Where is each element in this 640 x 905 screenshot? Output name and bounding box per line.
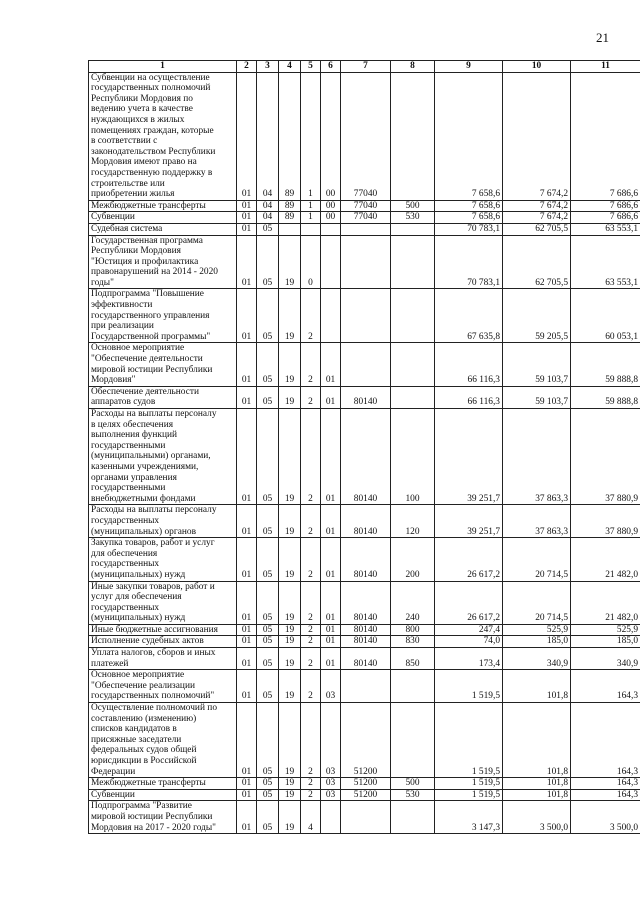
- cell-col-9: 7 658,6: [435, 72, 503, 200]
- cell-col-7: 80140: [341, 538, 391, 581]
- cell-col-7: 77040: [341, 72, 391, 200]
- cell-col-11: 21 482,0: [571, 538, 640, 581]
- cell-col-8: 830: [391, 636, 435, 648]
- row-name-cell: Иные бюджетные ассигнования: [89, 624, 237, 636]
- cell-col-8: [391, 801, 435, 834]
- cell-col-3: 05: [257, 538, 279, 581]
- cell-col-4: [279, 223, 301, 235]
- column-header-2: 2: [237, 61, 257, 73]
- table-row: [89, 289, 640, 343]
- cell-col-6: [321, 289, 341, 343]
- cell-col-9: 67 635,8: [435, 289, 503, 343]
- cell-col-4: 19: [279, 343, 301, 386]
- cell-col-2: 01: [237, 703, 257, 778]
- cell-col-2: 01: [237, 235, 257, 289]
- cell-col-7: 80140: [341, 648, 391, 670]
- cell-col-5: [301, 223, 321, 235]
- cell-col-7: 77040: [341, 212, 391, 224]
- cell-col-5: 2: [301, 624, 321, 636]
- cell-col-8: [391, 235, 435, 289]
- cell-col-3: 05: [257, 778, 279, 790]
- table-row: [89, 670, 640, 703]
- table-row: [89, 703, 640, 778]
- cell-col-2: 01: [237, 581, 257, 624]
- cell-col-10: 20 714,5: [503, 538, 571, 581]
- cell-col-2: 01: [237, 72, 257, 200]
- cell-col-10: 101,8: [503, 789, 571, 801]
- cell-col-7: 80140: [341, 636, 391, 648]
- cell-col-5: 4: [301, 801, 321, 834]
- cell-col-4: 89: [279, 72, 301, 200]
- cell-col-10: 7 674,2: [503, 212, 571, 224]
- cell-col-10: 37 863,3: [503, 409, 571, 505]
- cell-col-2: 01: [237, 648, 257, 670]
- cell-col-4: 19: [279, 505, 301, 538]
- cell-col-11: 340,9: [571, 648, 640, 670]
- cell-col-7: 80140: [341, 409, 391, 505]
- column-header-8: 8: [391, 61, 435, 73]
- row-name-cell: Межбюджетные трансферты: [89, 200, 237, 212]
- cell-col-3: 05: [257, 648, 279, 670]
- cell-col-9: 1 519,5: [435, 778, 503, 790]
- cell-col-6: 01: [321, 624, 341, 636]
- cell-col-11: 59 888,8: [571, 343, 640, 386]
- cell-col-2: 01: [237, 624, 257, 636]
- cell-col-9: 70 783,1: [435, 223, 503, 235]
- cell-col-2: 01: [237, 289, 257, 343]
- cell-col-10: 185,0: [503, 636, 571, 648]
- cell-col-7: 51200: [341, 703, 391, 778]
- cell-col-10: 3 500,0: [503, 801, 571, 834]
- cell-col-9: 66 116,3: [435, 386, 503, 408]
- cell-col-2: 01: [237, 409, 257, 505]
- cell-col-2: 01: [237, 801, 257, 834]
- table-row: [89, 212, 640, 224]
- cell-col-3: 04: [257, 212, 279, 224]
- table-row: [89, 801, 640, 834]
- cell-col-10: 37 863,3: [503, 505, 571, 538]
- cell-col-5: 2: [301, 778, 321, 790]
- column-header-6: 6: [321, 61, 341, 73]
- cell-col-3: 04: [257, 200, 279, 212]
- cell-col-2: 01: [237, 386, 257, 408]
- cell-col-3: 05: [257, 505, 279, 538]
- cell-col-3: 05: [257, 624, 279, 636]
- cell-col-4: 19: [279, 789, 301, 801]
- cell-col-7: 51200: [341, 789, 391, 801]
- row-name-cell: Субвенции: [89, 789, 237, 801]
- cell-col-2: 01: [237, 778, 257, 790]
- cell-col-11: 7 686,6: [571, 212, 640, 224]
- table-row: [89, 581, 640, 624]
- cell-col-6: 01: [321, 386, 341, 408]
- row-name-cell: Основное мероприятие "Обеспечение деятельности мировой юстиции Республики Мордовия": [89, 343, 237, 386]
- cell-col-9: 39 251,7: [435, 505, 503, 538]
- cell-col-9: 7 658,6: [435, 212, 503, 224]
- table-row: [89, 789, 640, 801]
- page-number: 21: [596, 30, 609, 45]
- cell-col-7: [341, 670, 391, 703]
- cell-col-5: 2: [301, 538, 321, 581]
- cell-col-3: 05: [257, 235, 279, 289]
- cell-col-6: 00: [321, 200, 341, 212]
- cell-col-5: 0: [301, 235, 321, 289]
- cell-col-9: 1 519,5: [435, 789, 503, 801]
- cell-col-2: 01: [237, 505, 257, 538]
- cell-col-6: 01: [321, 648, 341, 670]
- row-name-cell: Закупка товаров, работ и услуг для обеспечения государственных (муниципальных) нужд: [89, 538, 237, 581]
- row-name-cell: Субвенции: [89, 212, 237, 224]
- cell-col-11: 37 880,9: [571, 409, 640, 505]
- row-name-cell: Подпрограмма "Повышение эффективности государственного управления при реализации Государственной программы": [89, 289, 237, 343]
- table-row: [89, 624, 640, 636]
- table-row: [89, 223, 640, 235]
- cell-col-4: 19: [279, 386, 301, 408]
- cell-col-4: 89: [279, 200, 301, 212]
- cell-col-5: 2: [301, 670, 321, 703]
- table-row: [89, 636, 640, 648]
- table-row: [89, 235, 640, 289]
- cell-col-8: 530: [391, 212, 435, 224]
- cell-col-8: [391, 72, 435, 200]
- cell-col-7: 51200: [341, 778, 391, 790]
- table-row: [89, 343, 640, 386]
- cell-col-4: 19: [279, 801, 301, 834]
- cell-col-10: 101,8: [503, 778, 571, 790]
- cell-col-2: 01: [237, 200, 257, 212]
- cell-col-3: 05: [257, 670, 279, 703]
- cell-col-5: 2: [301, 703, 321, 778]
- table-row: [89, 409, 640, 505]
- cell-col-7: 80140: [341, 505, 391, 538]
- cell-col-9: 1 519,5: [435, 703, 503, 778]
- cell-col-11: 164,3: [571, 789, 640, 801]
- budget-table: [88, 60, 640, 834]
- column-header-10: 10: [503, 61, 571, 73]
- cell-col-11: 60 053,1: [571, 289, 640, 343]
- table-body: [89, 72, 640, 834]
- cell-col-6: 00: [321, 212, 341, 224]
- cell-col-11: 7 686,6: [571, 72, 640, 200]
- cell-col-10: 20 714,5: [503, 581, 571, 624]
- row-name-cell: Субвенции на осуществление государственных полномочий Республики Мордовия по ведению учета в качестве нуждающихся в жилых помещениях граждан, которые в соответствии с законодательством Республики Мордовия имеют право на государственную поддержку в строительстве или приобретении жилья: [89, 72, 237, 200]
- table-header: [89, 61, 640, 73]
- cell-col-11: 164,3: [571, 703, 640, 778]
- cell-col-8: 120: [391, 505, 435, 538]
- cell-col-9: 74,0: [435, 636, 503, 648]
- cell-col-5: 1: [301, 72, 321, 200]
- cell-col-9: 70 783,1: [435, 235, 503, 289]
- cell-col-11: 185,0: [571, 636, 640, 648]
- column-header-9: 9: [435, 61, 503, 73]
- cell-col-9: 1 519,5: [435, 670, 503, 703]
- cell-col-8: [391, 343, 435, 386]
- table-row: [89, 778, 640, 790]
- cell-col-5: 2: [301, 386, 321, 408]
- cell-col-3: 05: [257, 343, 279, 386]
- cell-col-8: [391, 670, 435, 703]
- cell-col-4: 19: [279, 648, 301, 670]
- cell-col-4: 89: [279, 212, 301, 224]
- cell-col-6: [321, 223, 341, 235]
- table-row: [89, 505, 640, 538]
- cell-col-2: 01: [237, 789, 257, 801]
- cell-col-7: 80140: [341, 581, 391, 624]
- cell-col-6: [321, 235, 341, 289]
- cell-col-10: 7 674,2: [503, 72, 571, 200]
- cell-col-5: 2: [301, 343, 321, 386]
- cell-col-10: 7 674,2: [503, 200, 571, 212]
- cell-col-8: 200: [391, 538, 435, 581]
- table-row: [89, 72, 640, 200]
- table-row: [89, 538, 640, 581]
- cell-col-3: 05: [257, 581, 279, 624]
- cell-col-3: 05: [257, 223, 279, 235]
- cell-col-2: 01: [237, 212, 257, 224]
- table-row: [89, 648, 640, 670]
- cell-col-11: 164,3: [571, 778, 640, 790]
- cell-col-9: 3 147,3: [435, 801, 503, 834]
- cell-col-6: 03: [321, 703, 341, 778]
- cell-col-7: [341, 343, 391, 386]
- cell-col-8: 800: [391, 624, 435, 636]
- column-header-7: 7: [341, 61, 391, 73]
- cell-col-11: 164,3: [571, 670, 640, 703]
- cell-col-9: 247,4: [435, 624, 503, 636]
- cell-col-5: 2: [301, 505, 321, 538]
- row-name-cell: Иные закупки товаров, работ и услуг для обеспечения государственных (муниципальных) нужд: [89, 581, 237, 624]
- cell-col-11: 3 500,0: [571, 801, 640, 834]
- column-header-4: 4: [279, 61, 301, 73]
- row-name-cell: Исполнение судебных актов: [89, 636, 237, 648]
- cell-col-2: 01: [237, 223, 257, 235]
- cell-col-6: 01: [321, 505, 341, 538]
- cell-col-11: 63 553,1: [571, 235, 640, 289]
- cell-col-8: [391, 703, 435, 778]
- row-name-cell: Расходы на выплаты персоналу государственных (муниципальных) органов: [89, 505, 237, 538]
- cell-col-7: [341, 801, 391, 834]
- cell-col-3: 05: [257, 801, 279, 834]
- cell-col-10: 340,9: [503, 648, 571, 670]
- cell-col-5: 2: [301, 789, 321, 801]
- row-name-cell: Государственная программа Республики Мордовия "Юстиция и профилактика правонарушений на 2014 - 2020 годы": [89, 235, 237, 289]
- cell-col-3: 05: [257, 386, 279, 408]
- cell-col-3: 05: [257, 703, 279, 778]
- row-name-cell: Подпрограмма "Развитие мировой юстиции Республики Мордовия на 2017 - 2020 годы": [89, 801, 237, 834]
- cell-col-8: [391, 289, 435, 343]
- cell-col-9: 173,4: [435, 648, 503, 670]
- cell-col-3: 05: [257, 636, 279, 648]
- row-name-cell: Судебная система: [89, 223, 237, 235]
- cell-col-10: 101,8: [503, 670, 571, 703]
- cell-col-8: 500: [391, 200, 435, 212]
- cell-col-9: 26 617,2: [435, 538, 503, 581]
- cell-col-5: 1: [301, 212, 321, 224]
- cell-col-8: [391, 386, 435, 408]
- cell-col-7: [341, 235, 391, 289]
- column-header-1: 1: [89, 61, 237, 73]
- cell-col-9: 26 617,2: [435, 581, 503, 624]
- cell-col-7: [341, 289, 391, 343]
- cell-col-4: 19: [279, 538, 301, 581]
- cell-col-10: 62 705,5: [503, 235, 571, 289]
- column-header-11: 11: [571, 61, 640, 73]
- cell-col-8: 500: [391, 778, 435, 790]
- cell-col-4: 19: [279, 670, 301, 703]
- cell-col-8: 530: [391, 789, 435, 801]
- cell-col-6: 01: [321, 538, 341, 581]
- cell-col-6: 01: [321, 409, 341, 505]
- table-row: [89, 386, 640, 408]
- column-header-3: 3: [257, 61, 279, 73]
- cell-col-7: [341, 223, 391, 235]
- cell-col-6: [321, 801, 341, 834]
- cell-col-10: 525,9: [503, 624, 571, 636]
- cell-col-7: 77040: [341, 200, 391, 212]
- cell-col-10: 59 103,7: [503, 386, 571, 408]
- cell-col-11: 63 553,1: [571, 223, 640, 235]
- cell-col-10: 101,8: [503, 703, 571, 778]
- cell-col-11: 37 880,9: [571, 505, 640, 538]
- cell-col-3: 05: [257, 289, 279, 343]
- cell-col-8: 240: [391, 581, 435, 624]
- cell-col-6: 01: [321, 581, 341, 624]
- cell-col-4: 19: [279, 636, 301, 648]
- cell-col-8: 850: [391, 648, 435, 670]
- cell-col-5: 2: [301, 648, 321, 670]
- cell-col-9: 7 658,6: [435, 200, 503, 212]
- cell-col-11: 21 482,0: [571, 581, 640, 624]
- cell-col-5: 2: [301, 581, 321, 624]
- cell-col-6: 01: [321, 343, 341, 386]
- row-name-cell: Осуществление полномочий по составлению (изменению) списков кандидатов в присяжные заседатели федеральных судов общей юрисдикции в Российской Федерации: [89, 703, 237, 778]
- cell-col-4: 19: [279, 703, 301, 778]
- cell-col-5: 2: [301, 289, 321, 343]
- cell-col-8: 100: [391, 409, 435, 505]
- cell-col-7: 80140: [341, 386, 391, 408]
- cell-col-9: 66 116,3: [435, 343, 503, 386]
- cell-col-10: 59 103,7: [503, 343, 571, 386]
- cell-col-11: 525,9: [571, 624, 640, 636]
- row-name-cell: Уплата налогов, сборов и иных платежей: [89, 648, 237, 670]
- cell-col-3: 05: [257, 789, 279, 801]
- column-header-5: 5: [301, 61, 321, 73]
- cell-col-11: 59 888,8: [571, 386, 640, 408]
- row-name-cell: Обеспечение деятельности аппаратов судов: [89, 386, 237, 408]
- cell-col-6: 03: [321, 670, 341, 703]
- cell-col-9: 39 251,7: [435, 409, 503, 505]
- cell-col-4: 19: [279, 581, 301, 624]
- row-name-cell: Основное мероприятие "Обеспечение реализации государственных полномочий": [89, 670, 237, 703]
- cell-col-2: 01: [237, 343, 257, 386]
- cell-col-6: 03: [321, 778, 341, 790]
- cell-col-5: 2: [301, 409, 321, 505]
- cell-col-3: 04: [257, 72, 279, 200]
- cell-col-2: 01: [237, 636, 257, 648]
- cell-col-4: 19: [279, 409, 301, 505]
- cell-col-10: 62 705,5: [503, 223, 571, 235]
- cell-col-5: 2: [301, 636, 321, 648]
- cell-col-4: 19: [279, 235, 301, 289]
- cell-col-4: 19: [279, 778, 301, 790]
- cell-col-3: 05: [257, 409, 279, 505]
- cell-col-7: 80140: [341, 624, 391, 636]
- cell-col-6: 00: [321, 72, 341, 200]
- row-name-cell: Расходы на выплаты персоналу в целях обеспечения выполнения функций государственными (муниципальными) органами, казенными учреждениями, органами управления государственными внебюджетными фондами: [89, 409, 237, 505]
- cell-col-4: 19: [279, 624, 301, 636]
- cell-col-11: 7 686,6: [571, 200, 640, 212]
- cell-col-8: [391, 223, 435, 235]
- cell-col-2: 01: [237, 670, 257, 703]
- cell-col-10: 59 205,5: [503, 289, 571, 343]
- cell-col-4: 19: [279, 289, 301, 343]
- cell-col-6: 01: [321, 636, 341, 648]
- table-row: [89, 200, 640, 212]
- cell-col-2: 01: [237, 538, 257, 581]
- header-row: [89, 61, 640, 73]
- cell-col-6: 03: [321, 789, 341, 801]
- row-name-cell: Межбюджетные трансферты: [89, 778, 237, 790]
- cell-col-5: 1: [301, 200, 321, 212]
